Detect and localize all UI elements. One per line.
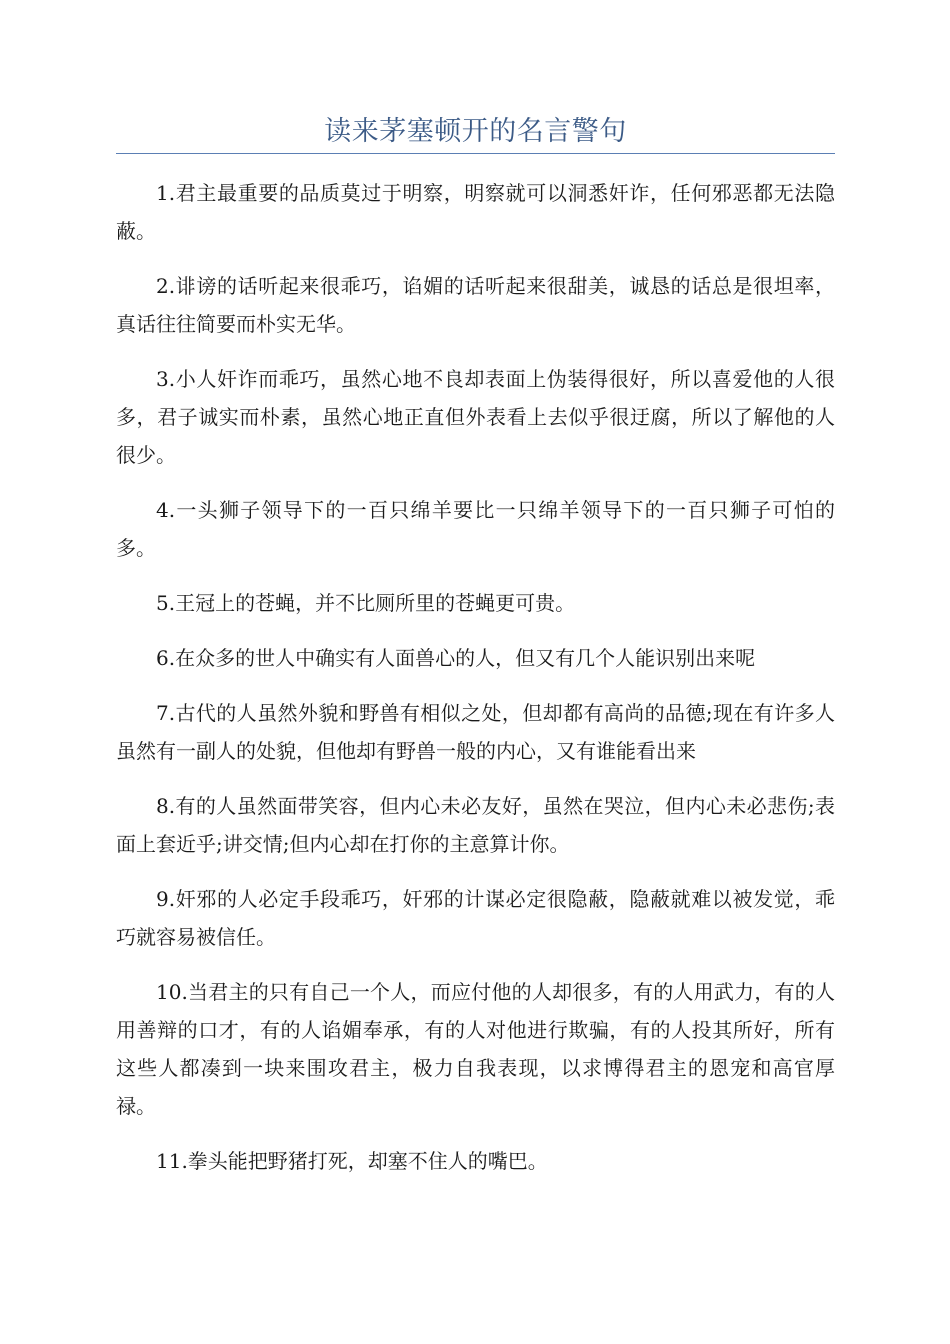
quote-paragraph-3: 3.小人奸诈而乖巧，虽然心地不良却表面上伪装得很好，所以喜爱他的人很多，君子诚实而朴素，虽然心地正直但外表看上去似乎很迂腐，所以了解他的人很少。 [116,367,835,467]
quote-paragraph-4: 4.一头狮子领导下的一百只绵羊要比一只绵羊领导下的一百只狮子可怕的多。 [116,498,835,560]
document-body [116,174,835,1197]
document-title: 读来茅塞顿开的名言警句 [324,116,627,147]
quote-paragraph-2: 2.诽谤的话听起来很乖巧，谄媚的话听起来很甜美，诚恳的话总是很坦率，真话往往简要而朴实无华。 [116,274,835,336]
quote-paragraph-8: 8.有的人虽然面带笑容，但内心未必友好，虽然在哭泣，但内心未必悲伤;表面上套近乎;讲交情;但内心却在打你的主意算计你。 [116,794,835,856]
quote-paragraph-6: 6.在众多的世人中确实有人面兽心的人，但又有几个人能识别出来呢 [156,646,756,670]
quote-paragraph-11: 11.拳头能把野猪打死，却塞不住人的嘴巴。 [156,1149,548,1173]
title-underline [116,153,835,154]
quote-paragraph-1: 1.君主最重要的品质莫过于明察，明察就可以洞悉奸诈，任何邪恶都无法隐蔽。 [116,181,835,243]
quote-paragraph-10: 10.当君主的只有自己一个人，而应付他的人却很多，有的人用武力，有的人用善辩的口才，有的人谄媚奉承，有的人对他进行欺骗，有的人投其所好，所有这些人都凑到一块来围攻君主，极力自我表现，以求博得君主的恩宠和高官厚禄。 [116,980,835,1118]
quote-paragraph-9: 9.奸邪的人必定手段乖巧，奸邪的计谋必定很隐蔽，隐蔽就难以被发觉，乖巧就容易被信任。 [116,887,835,949]
quote-paragraph-5: 5.王冠上的苍蝇，并不比厕所里的苍蝇更可贵。 [156,591,576,615]
quote-paragraph-7: 7.古代的人虽然外貌和野兽有相似之处，但却都有高尚的品德;现在有许多人虽然有一副人的处貌，但他却有野兽一般的内心，又有谁能看出来 [116,701,835,763]
